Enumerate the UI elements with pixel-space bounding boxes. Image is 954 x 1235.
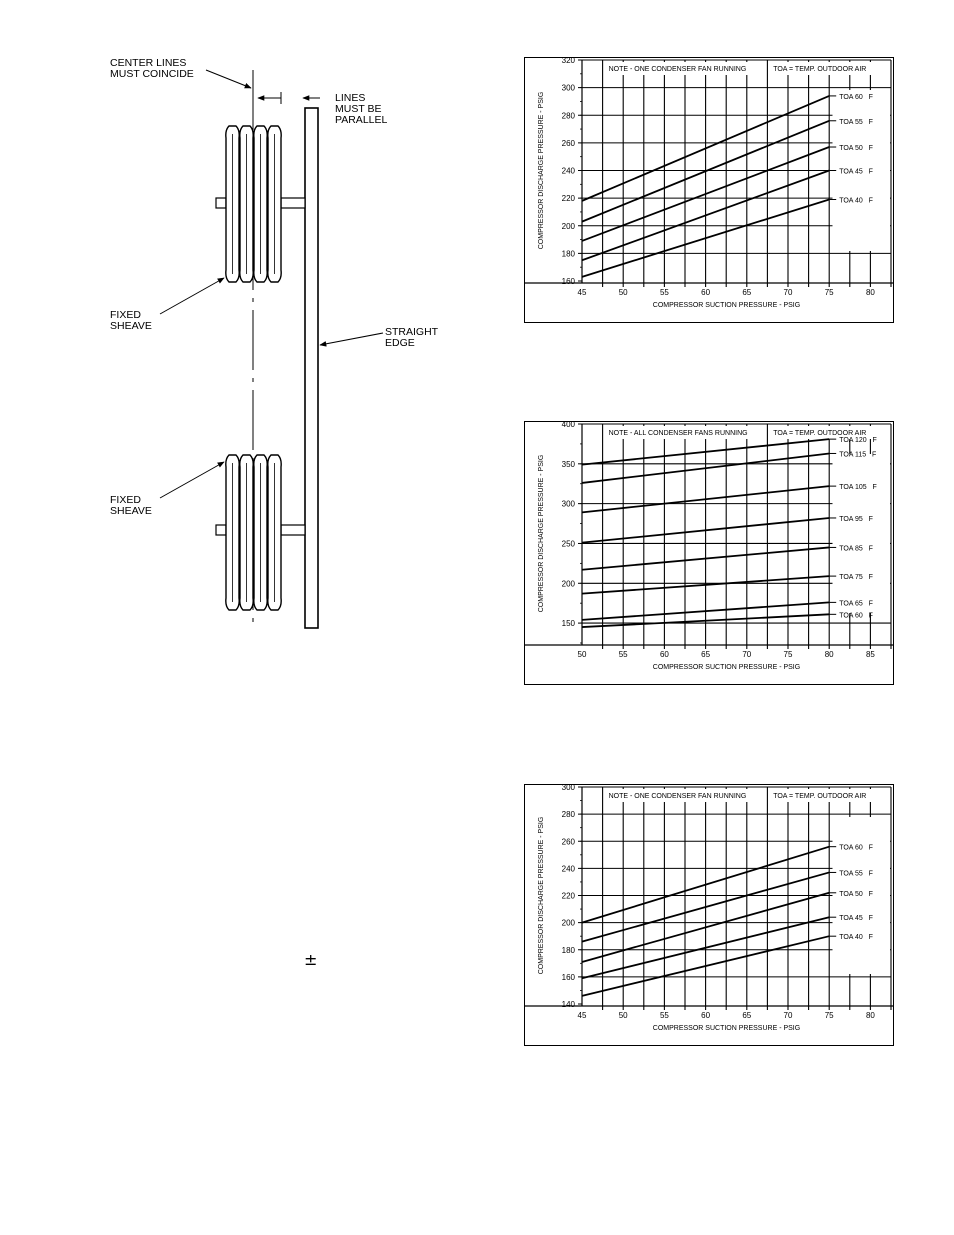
fixed-sheave-bottom-label: FIXED SHEAVE <box>110 494 152 517</box>
x-tick-label: 75 <box>824 1011 834 1020</box>
x-tick-label: 75 <box>824 288 834 297</box>
label-bg <box>832 454 890 613</box>
y-tick-label: 220 <box>561 891 575 901</box>
straight-edge-label: STRAIGHT EDGE <box>385 326 439 349</box>
x-tick-label: 80 <box>824 650 834 659</box>
x-tick-label: 65 <box>742 1011 752 1020</box>
y-tick-label: 250 <box>561 539 575 549</box>
y-tick-label: 240 <box>561 864 575 874</box>
x-tick-label: 65 <box>742 288 752 297</box>
series-label: TOA 55 F <box>839 118 873 126</box>
fixed-sheave-top-label: FIXED SHEAVE <box>110 309 152 332</box>
x-tick-label: 55 <box>659 288 669 297</box>
series-label: TOA 65 F <box>839 600 873 608</box>
chart-one-fan-1 <box>524 57 894 323</box>
x-tick-label: 70 <box>742 650 752 659</box>
series-label: TOA 55 F <box>839 870 873 878</box>
series-label: TOA 40 F <box>839 197 873 205</box>
legend-note-text: TOA = TEMP. OUTDOOR AIR <box>773 66 867 73</box>
y-axis-label: COMPRESSOR DISCHARGE PRESSURE - PSIG <box>538 454 545 613</box>
fixed-sheave-top <box>216 126 305 282</box>
legend-note-text: TOA = TEMP. OUTDOOR AIR <box>773 430 867 437</box>
series-label: TOA 60 F <box>839 844 873 852</box>
y-tick-label: 140 <box>561 1000 575 1009</box>
y-tick-label: 240 <box>561 166 575 176</box>
legend-note-text: TOA = TEMP. OUTDOOR AIR <box>773 793 867 800</box>
series-label: TOA 60 F <box>839 612 873 620</box>
y-tick-label: 260 <box>561 138 575 148</box>
chart-all-fans <box>524 421 894 685</box>
y-axis-label: COMPRESSOR DISCHARGE PRESSURE - PSIG <box>538 91 545 250</box>
x-tick-label: 50 <box>618 1011 628 1020</box>
y-tick-label: 260 <box>561 837 575 847</box>
x-tick-label: 60 <box>701 288 711 297</box>
chart-one-fan-2 <box>524 784 894 1046</box>
straight-edge-bar <box>305 108 318 628</box>
y-tick-label: 200 <box>561 918 575 928</box>
y-tick-label: 300 <box>561 83 575 93</box>
y-tick-label: 160 <box>561 972 575 982</box>
y-tick-label: 280 <box>561 810 575 820</box>
note-text: NOTE - ALL CONDENSER FANS RUNNING <box>608 430 748 437</box>
series-label: TOA 120 F <box>839 437 877 445</box>
y-tick-label: 180 <box>561 249 575 259</box>
lines-parallel-label: LINES MUST BE PARALLEL <box>335 92 388 126</box>
series-label: TOA 50 F <box>839 890 873 898</box>
series-label: TOA 105 F <box>839 484 877 492</box>
y-tick-label: 160 <box>561 277 575 286</box>
x-tick-label: 70 <box>783 1011 793 1020</box>
center-lines-label: CENTER LINES MUST COINCIDE <box>110 57 194 80</box>
x-tick-label: 50 <box>618 288 628 297</box>
fixed-sheave-bottom <box>216 455 305 610</box>
x-axis-label: COMPRESSOR SUCTION PRESSURE - PSIG <box>652 664 801 671</box>
x-tick-label: 55 <box>659 1011 669 1020</box>
note-text: NOTE - ONE CONDENSER FAN RUNNING <box>608 66 747 73</box>
y-tick-label: 200 <box>561 221 575 231</box>
x-tick-label: 45 <box>577 1011 587 1020</box>
x-axis-label: COMPRESSOR SUCTION PRESSURE - PSIG <box>652 1025 801 1032</box>
y-tick-label: 220 <box>561 194 575 204</box>
y-tick-label: 180 <box>561 945 575 955</box>
y-tick-label: 150 <box>561 619 575 629</box>
x-tick-label: 70 <box>783 288 793 297</box>
x-tick-label: 80 <box>865 288 875 297</box>
y-tick-label: 300 <box>561 499 575 509</box>
series-label: TOA 60 F <box>839 93 873 101</box>
x-tick-label: 75 <box>783 650 793 659</box>
x-tick-label: 80 <box>865 1011 875 1020</box>
series-label: TOA 115 F <box>839 451 877 459</box>
x-axis-label: COMPRESSOR SUCTION PRESSURE - PSIG <box>652 302 801 309</box>
note-text: NOTE - ONE CONDENSER FAN RUNNING <box>608 793 747 800</box>
series-label: TOA 40 F <box>839 934 873 942</box>
y-tick-label: 280 <box>561 111 575 121</box>
x-tick-label: 85 <box>865 650 875 659</box>
series-label: TOA 75 F <box>839 574 873 582</box>
y-tick-label: 200 <box>561 579 575 589</box>
series-label: TOA 85 F <box>839 545 873 553</box>
series-label: TOA 45 F <box>839 168 873 176</box>
plus-minus-symbol: ± <box>304 950 318 969</box>
y-tick-label: 300 <box>561 784 575 792</box>
x-tick-label: 45 <box>577 288 587 297</box>
y-tick-label: 400 <box>561 421 575 429</box>
y-tick-label: 350 <box>561 459 575 469</box>
x-tick-label: 50 <box>577 650 587 659</box>
x-tick-label: 60 <box>701 1011 711 1020</box>
series-label: TOA 95 F <box>839 515 873 523</box>
y-axis-label: COMPRESSOR DISCHARGE PRESSURE - PSIG <box>538 816 545 975</box>
x-tick-label: 55 <box>618 650 628 659</box>
y-tick-label: 320 <box>561 57 575 65</box>
series-label: TOA 45 F <box>839 915 873 923</box>
x-tick-label: 60 <box>659 650 669 659</box>
series-label: TOA 50 F <box>839 145 873 153</box>
x-tick-label: 65 <box>701 650 711 659</box>
